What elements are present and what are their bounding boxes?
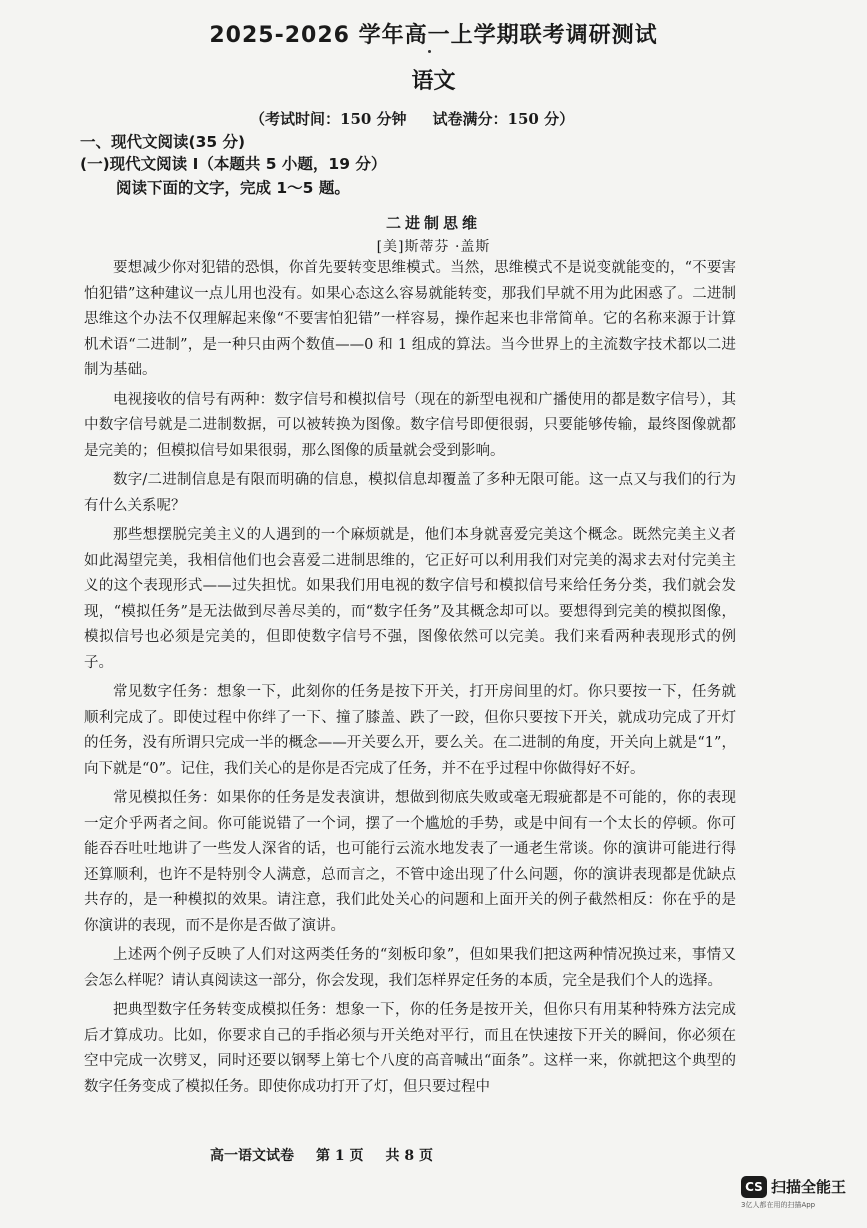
subject-title: 语文: [411, 69, 456, 94]
watermark-brand: 扫描全能王: [771, 1178, 847, 1196]
footer-page: 第 1 页: [316, 1148, 364, 1164]
footer-total: 共 8 页: [385, 1148, 433, 1164]
paragraph: 上述两个例子反映了人们对这两类任务的“刻板印象”，但如果我们把这两种情况换过来，事情又会怎么样呢？请认真阅读这一部分，你会发现，我们怎样界定任务的本质，完全是我们个人的选择。: [84, 947, 736, 989]
exam-score: 试卷满分：150 分）: [432, 110, 575, 128]
paragraph: 常见模拟任务：如果你的任务是发表演讲，想做到彻底失败或毫无瑕疵都是不可能的，你的表现一定介乎两者之间。你可能说错了一个词，摆了一个尴尬的手势，或是中间有一个太长的停顿。你可能吞吞吐吐地讲了一些发人深省的话，也可能行云流水地发表了一通老生常谈。你的演讲可能进行得还算顺利，也许不是特别令人满意，总而言之，不管中途出现了什么问题，你的演讲表现都是优缺点共存的，是一种模拟的效果。请注意，我们此处关心的问题和上面开关的例子截然相反：你在乎的是你演讲的表现，而不是你是否做了演讲。: [84, 790, 736, 934]
exam-title: 2025-2026 学年高一上学期联考调研测试: [209, 23, 658, 48]
paragraph: 电视接收的信号有两种：数字信号和模拟信号（现在的新型电视和广播使用的都是数字信号），其中数字信号就是二进制数据，可以被转换为图像。数字信号即便很弱，只要能够传输，最终图像就都是完美的；但模拟信号如果很弱，那么图像的质量就会受到影响。: [84, 391, 736, 459]
watermark-tagline: 3亿人都在用的扫描App: [741, 1201, 816, 1209]
scan-speck: [428, 50, 431, 53]
paragraph: 那些想摆脱完美主义的人遇到的一个麻烦就是，他们本身就喜爱完美这个概念。既然完美主义者如此渴望完美，我相信他们也会喜爱二进制思维的，它正好可以利用我们对完美的渴求去对付完美主义的这个表现形式——过失担忧。如果我们用电视的数字信号和模拟信号来给任务分类，我们就会发现，“模拟任务”是无法做到尽善尽美的，而“数字任务”及其概念却可以。要想得到完美的模拟图像，模拟信号也必须是完美的，但即使数字信号不强，图像依然可以完美。我们来看两种表现形式的例子。: [84, 527, 736, 671]
section-heading: 一、现代文阅读(35 分): [80, 133, 246, 151]
camscanner-logo-icon: CS: [741, 1176, 767, 1198]
page-footer: [210, 1145, 433, 1165]
footer-doc-name: 高一语文试卷: [210, 1148, 294, 1164]
scanner-watermark: [741, 1176, 861, 1220]
paragraph: 常见数字任务：想象一下，此刻你的任务是按下开关，打开房间里的灯。你只要按一下，任务就顺利完成了。即使过程中你绊了一下、撞了膝盖、跌了一跤，但你只要按下开关，就成功完成了开灯的任务，没有所谓只完成一半的概念——开关要么开，要么关。在二进制的角度，开关向上就是“1”，向下就是“0”。记住，我们关心的是你是否完成了任务，并不在乎过程中你做得好不好。: [84, 684, 736, 777]
paragraph: 把典型数字任务转变成模拟任务：想象一下，你的任务是按开关，但你只有用某种特殊方法完成后才算成功。比如，你要求自己的手指必须与开关绝对平行，而且在快速按下开关的瞬间，你必须在空中完成一次劈叉，同时还要以钢琴上第七个八度的高音喊出“面条”。这样一来，你就把这个典型的数字任务变成了模拟任务。即使你成功打开了灯，但只要过程中: [84, 1002, 736, 1095]
instruction: 阅读下面的文字，完成 1～5 题。: [116, 179, 350, 197]
exam-time: （考试时间：150 分钟: [250, 110, 407, 128]
paragraph: 要想减少你对犯错的恐惧，你首先要转变思维模式。当然，思维模式不是说变就能变的，“不要害怕犯错”这种建议一点儿用也没有。如果心态这么容易就能转变，那我们早就不用为此困惑了。二进制思维这个办法不仅理解起来像“不要害怕犯错”一样容易，操作起来也非常简单。它的名称来源于计算机术语“二进制”，是一种只由两个数值——0 和 1 组成的算法。当今世界上的主流数字技术都以二进制为基础。: [84, 260, 736, 378]
exam-info: [250, 108, 574, 129]
article-title: 二进制思维: [385, 214, 481, 232]
subsection-heading: (一)现代文阅读 Ⅰ（本题共 5 小题，19 分）: [80, 155, 387, 173]
article-body: [84, 256, 736, 1100]
paragraph: 数字/二进制信息是有限而明确的信息，模拟信息却覆盖了多种无限可能。这一点又与我们的行为有什么关系呢？: [84, 472, 736, 514]
article-author: [美]斯蒂芬 ·盖斯: [376, 239, 491, 255]
